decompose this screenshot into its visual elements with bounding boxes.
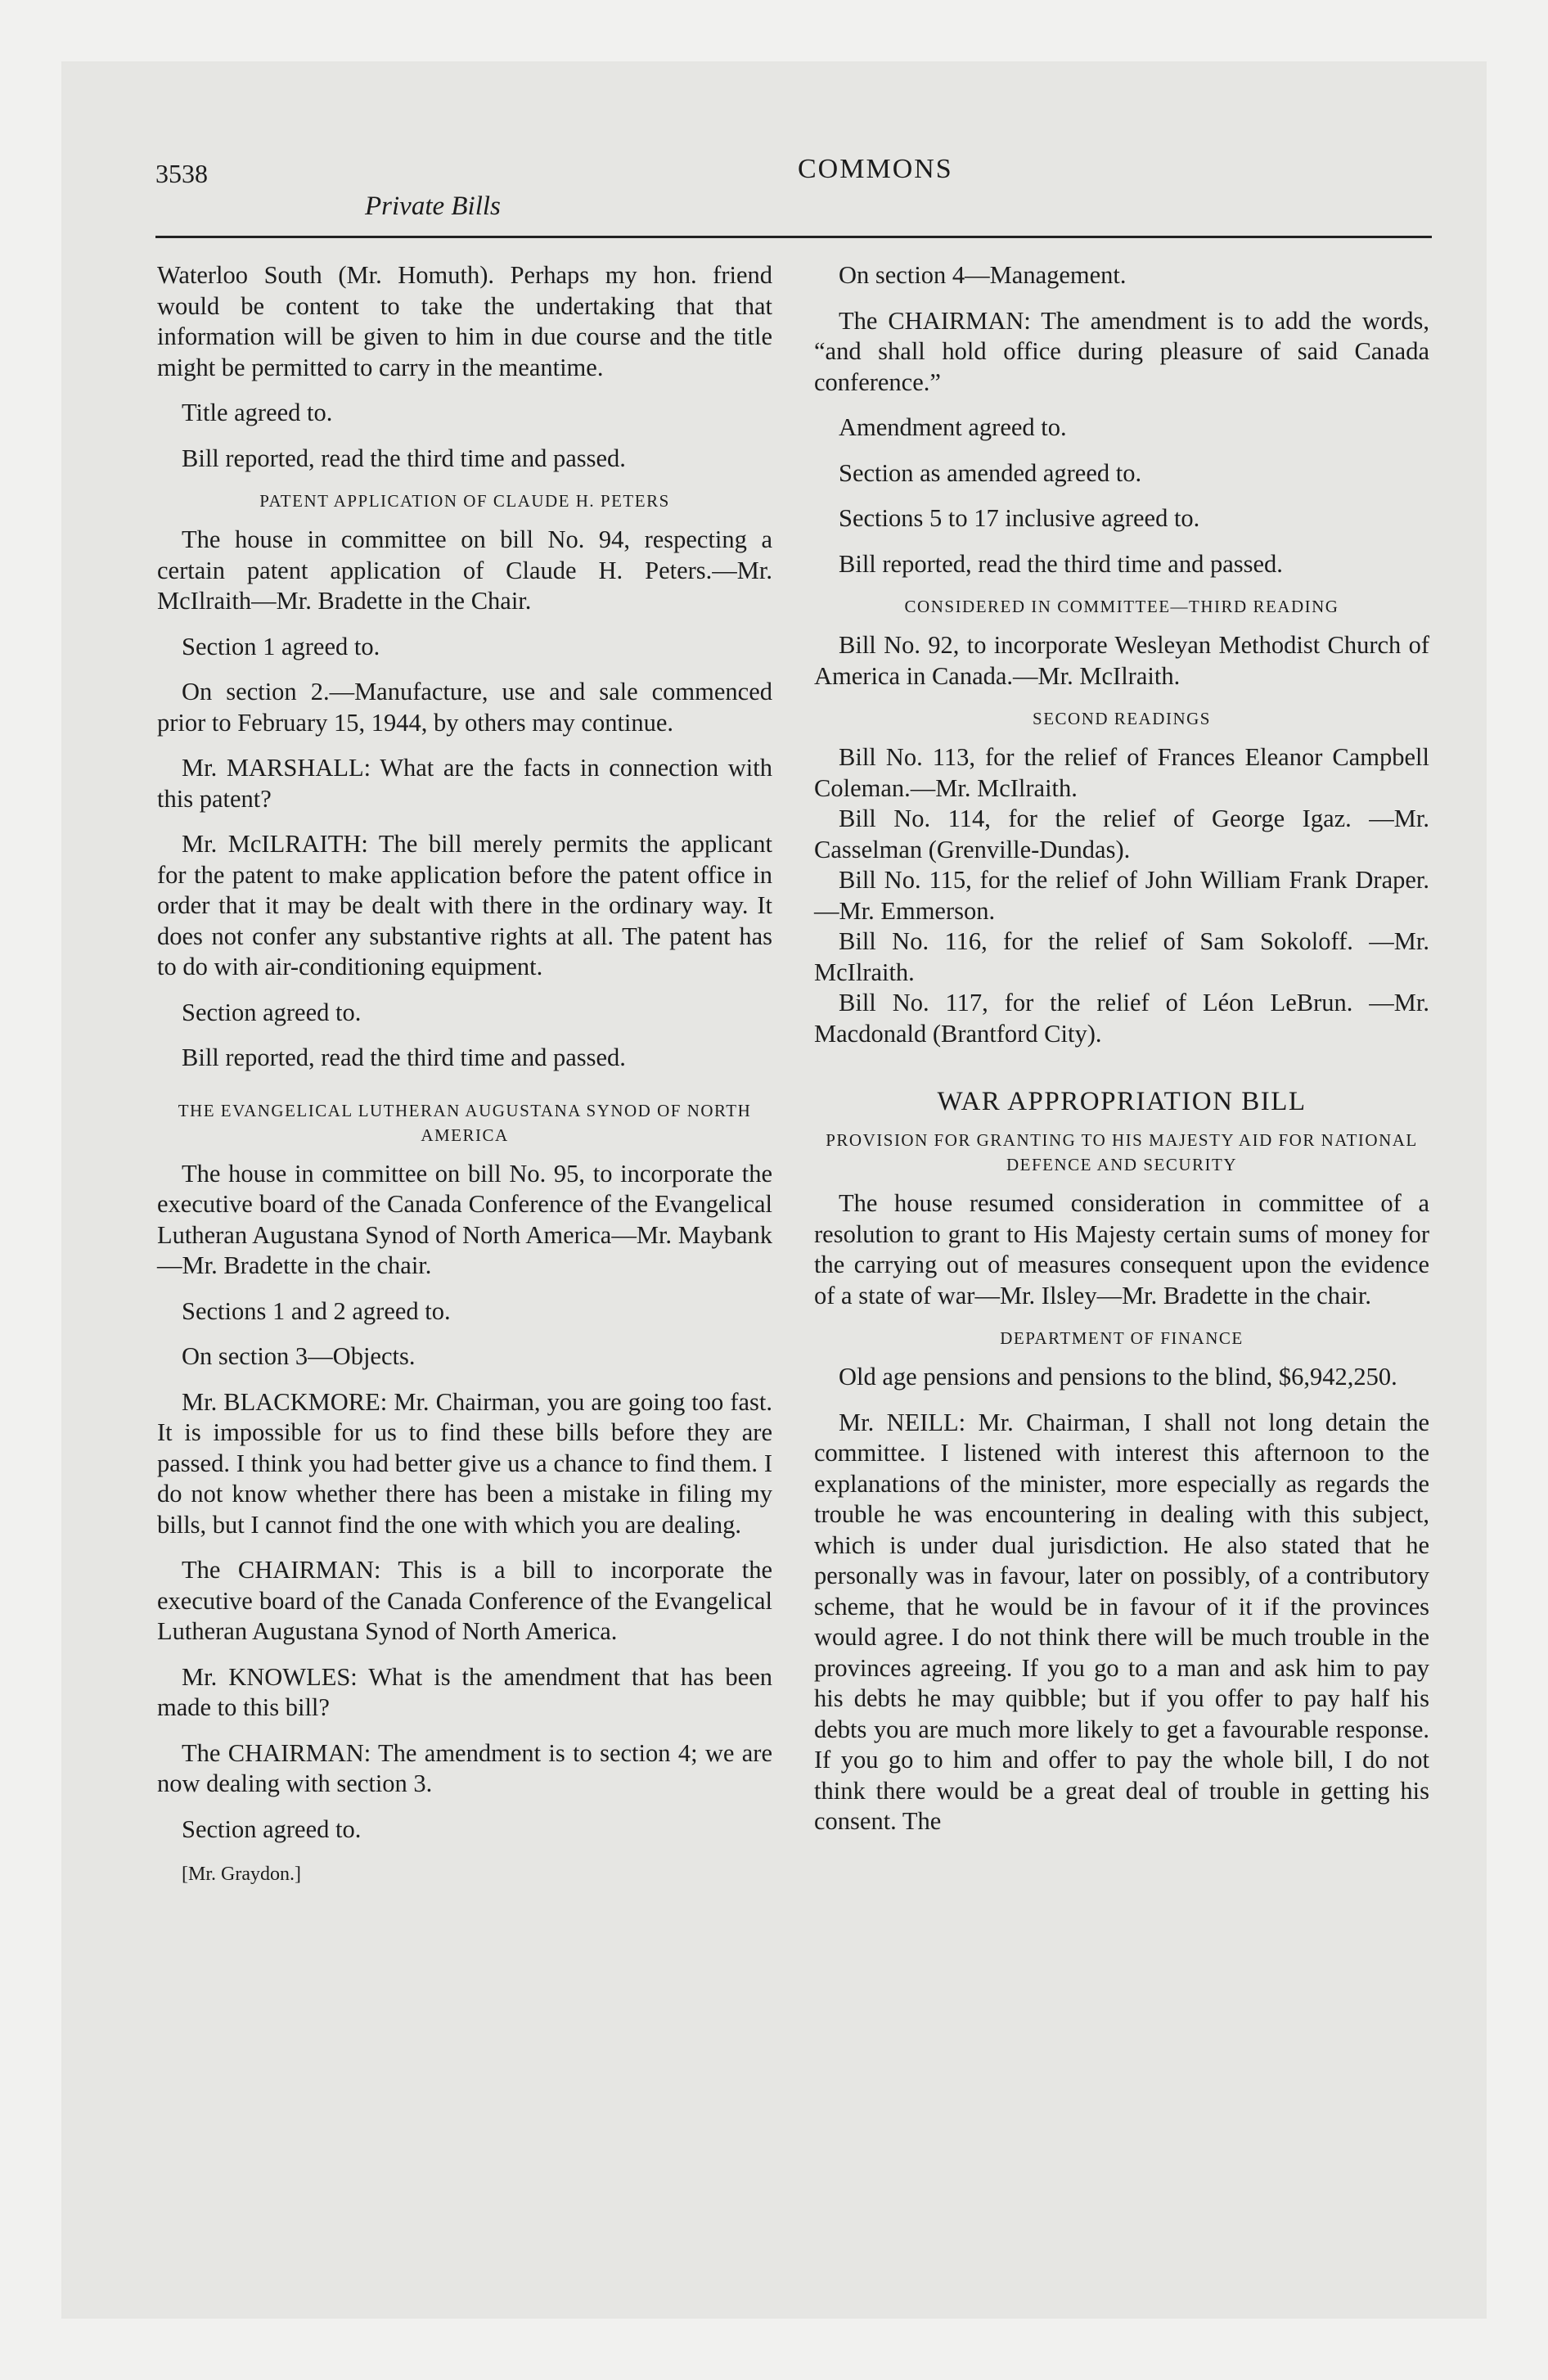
subheading: THE EVANGELICAL LUTHERAN AUGUSTANA SYNOD OF NORTH AMERICA [178,1100,752,1145]
list-item: Bill No. 115, for the relief of John William Frank Draper.—Mr. Emmerson. [814,866,1429,925]
bill-list [814,742,1429,1049]
paragraph: On section 3—Objects. [182,1342,416,1370]
paragraph: The house in committee on bill No. 95, to incorporate the executive board of the Canada Conference of the Evangelical Lutheran Augustana Synod of North America—Mr. Maybank —Mr. Bradette in the chair. [157,1159,772,1279]
paragraph: The house resumed consideration in committee of a resolution to grant to His Majesty certain sums of money for the carrying out of measures consequent upon the evidence of a state of war—Mr. Ilsley—Mr. Bradette in the chair. [814,1189,1429,1309]
paragraph: The CHAIRMAN: The amendment is to add the words, “and shall hold office during pleasure of said Canada conference.” [814,306,1429,396]
left-column [157,260,772,1905]
subheading: PATENT APPLICATION OF CLAUDE H. PETERS [259,491,670,511]
paragraph: Mr. KNOWLES: What is the amendment that has been made to this bill? [157,1662,772,1721]
paragraph: Amendment agreed to. [839,413,1067,441]
subheading: SECOND READINGS [1033,709,1211,728]
paragraph: The CHAIRMAN: The amendment is to section 4; we are now dealing with section 3. [157,1738,772,1797]
paragraph: On section 4—Management. [839,261,1127,289]
subheading: PROVISION FOR GRANTING TO HIS MAJESTY AID FOR NATIONAL DEFENCE AND SECURITY [826,1130,1418,1174]
page-header [155,147,1432,237]
list-item: Bill No. 117, for the relief of Léon LeBrun. —Mr. Macdonald (Brantford City). [814,989,1429,1048]
paragraph: Old age pensions and pensions to the blind, $6,942,250. [839,1363,1397,1391]
paragraph: Section agreed to. [182,998,362,1026]
page-number: 3538 [155,159,208,188]
paragraph: Section as amended agreed to. [839,458,1142,487]
subheading: CONSIDERED IN COMMITTEE—THIRD READING [904,597,1339,616]
paragraph: Sections 1 and 2 agreed to. [182,1296,451,1325]
paragraph: Bill reported, read the third time and passed. [182,1044,626,1071]
paragraph: Bill No. 92, to incorporate Wesleyan Methodist Church of America in Canada.—Mr. McIlraith. [814,631,1429,690]
heading: WAR APPROPRIATION BILL [937,1087,1307,1116]
paragraph: Mr. BLACKMORE: Mr. Chairman, you are going too fast. It is impossible for us to find these bills before they are passed. I think you had better give us a chance to find them. I do not know whether there has been a mistake in filing my bills, but I cannot find the one with which you are dealing. [157,1387,772,1539]
paragraph: On section 2.—Manufacture, use and sale commenced prior to February 15, 1944, by others may continue. [157,678,772,737]
paragraph: The CHAIRMAN: This is a bill to incorporate the executive board of the Canada Conference of the Evangelical Lutheran Augustana Synod of North America. [157,1556,772,1645]
footer-speaker: [Mr. Graydon.] [182,1864,301,1885]
paragraph: Bill reported, read the third time and passed. [839,549,1283,578]
paragraph: Sections 5 to 17 inclusive agreed to. [839,504,1200,532]
subheading: DEPARTMENT OF FINANCE [1000,1328,1244,1348]
paragraph: Bill reported, read the third time and passed. [182,444,626,472]
running-title: COMMONS [798,154,953,184]
list-item: Bill No. 113, for the relief of Frances Eleanor Campbell Coleman.—Mr. McIlraith. [814,743,1429,802]
paragraph: Mr. MARSHALL: What are the facts in connection with this patent? [157,754,772,813]
paragraph: Section agreed to. [182,1814,362,1843]
list-item: Bill No. 116, for the relief of Sam Sokoloff. —Mr. McIlraith. [814,927,1429,986]
list-item: Bill No. 114, for the relief of George Igaz. —Mr. Casselman (Grenville-Dundas). [814,805,1429,863]
right-column [814,260,1429,1852]
paragraph: Waterloo South (Mr. Homuth). Perhaps my hon. friend would be content to take the undertaking that that information will be given to him in due course and the title might be permitted to carry in the meantime. [157,261,772,381]
paragraph: Section 1 agreed to. [182,632,380,660]
paragraph: Mr. NEILL: Mr. Chairman, I shall not long detain the committee. I listened with interest this afternoon to the explanations of the minister, more especially as regards the trouble he was encountering in dealing with this subject, which is under dual jurisdiction. He also stated that he personally was in favour, later on possibly, of a contributory scheme, that he would be in favour of it if the provinces would agree. I do not think there will be much trouble in the provinces agreeing. If you go to a man and ask him to pay his debts he may quibble; but if you offer to pay half his debts you are much more likely to get a favourable response. If you go to him and offer to pay the whole bill, I do not think there would be a great deal of trouble in getting his consent. The [814,1408,1429,1835]
paragraph: Mr. McILRAITH: The bill merely permits the applicant for the patent to make application before the patent office in order that it may be dealt with there in the ordinary way. It does not confer any substantive rights at all. The patent has to do with air-conditioning equipment. [157,830,772,980]
header-rule [155,236,1432,238]
paragraph: The house in committee on bill No. 94, respecting a certain patent application of Claude H. Peters.—Mr. McIlraith—Mr. Bradette in the Chair. [157,525,772,615]
paragraph: Title agreed to. [182,399,333,426]
section-title: Private Bills [365,192,501,221]
